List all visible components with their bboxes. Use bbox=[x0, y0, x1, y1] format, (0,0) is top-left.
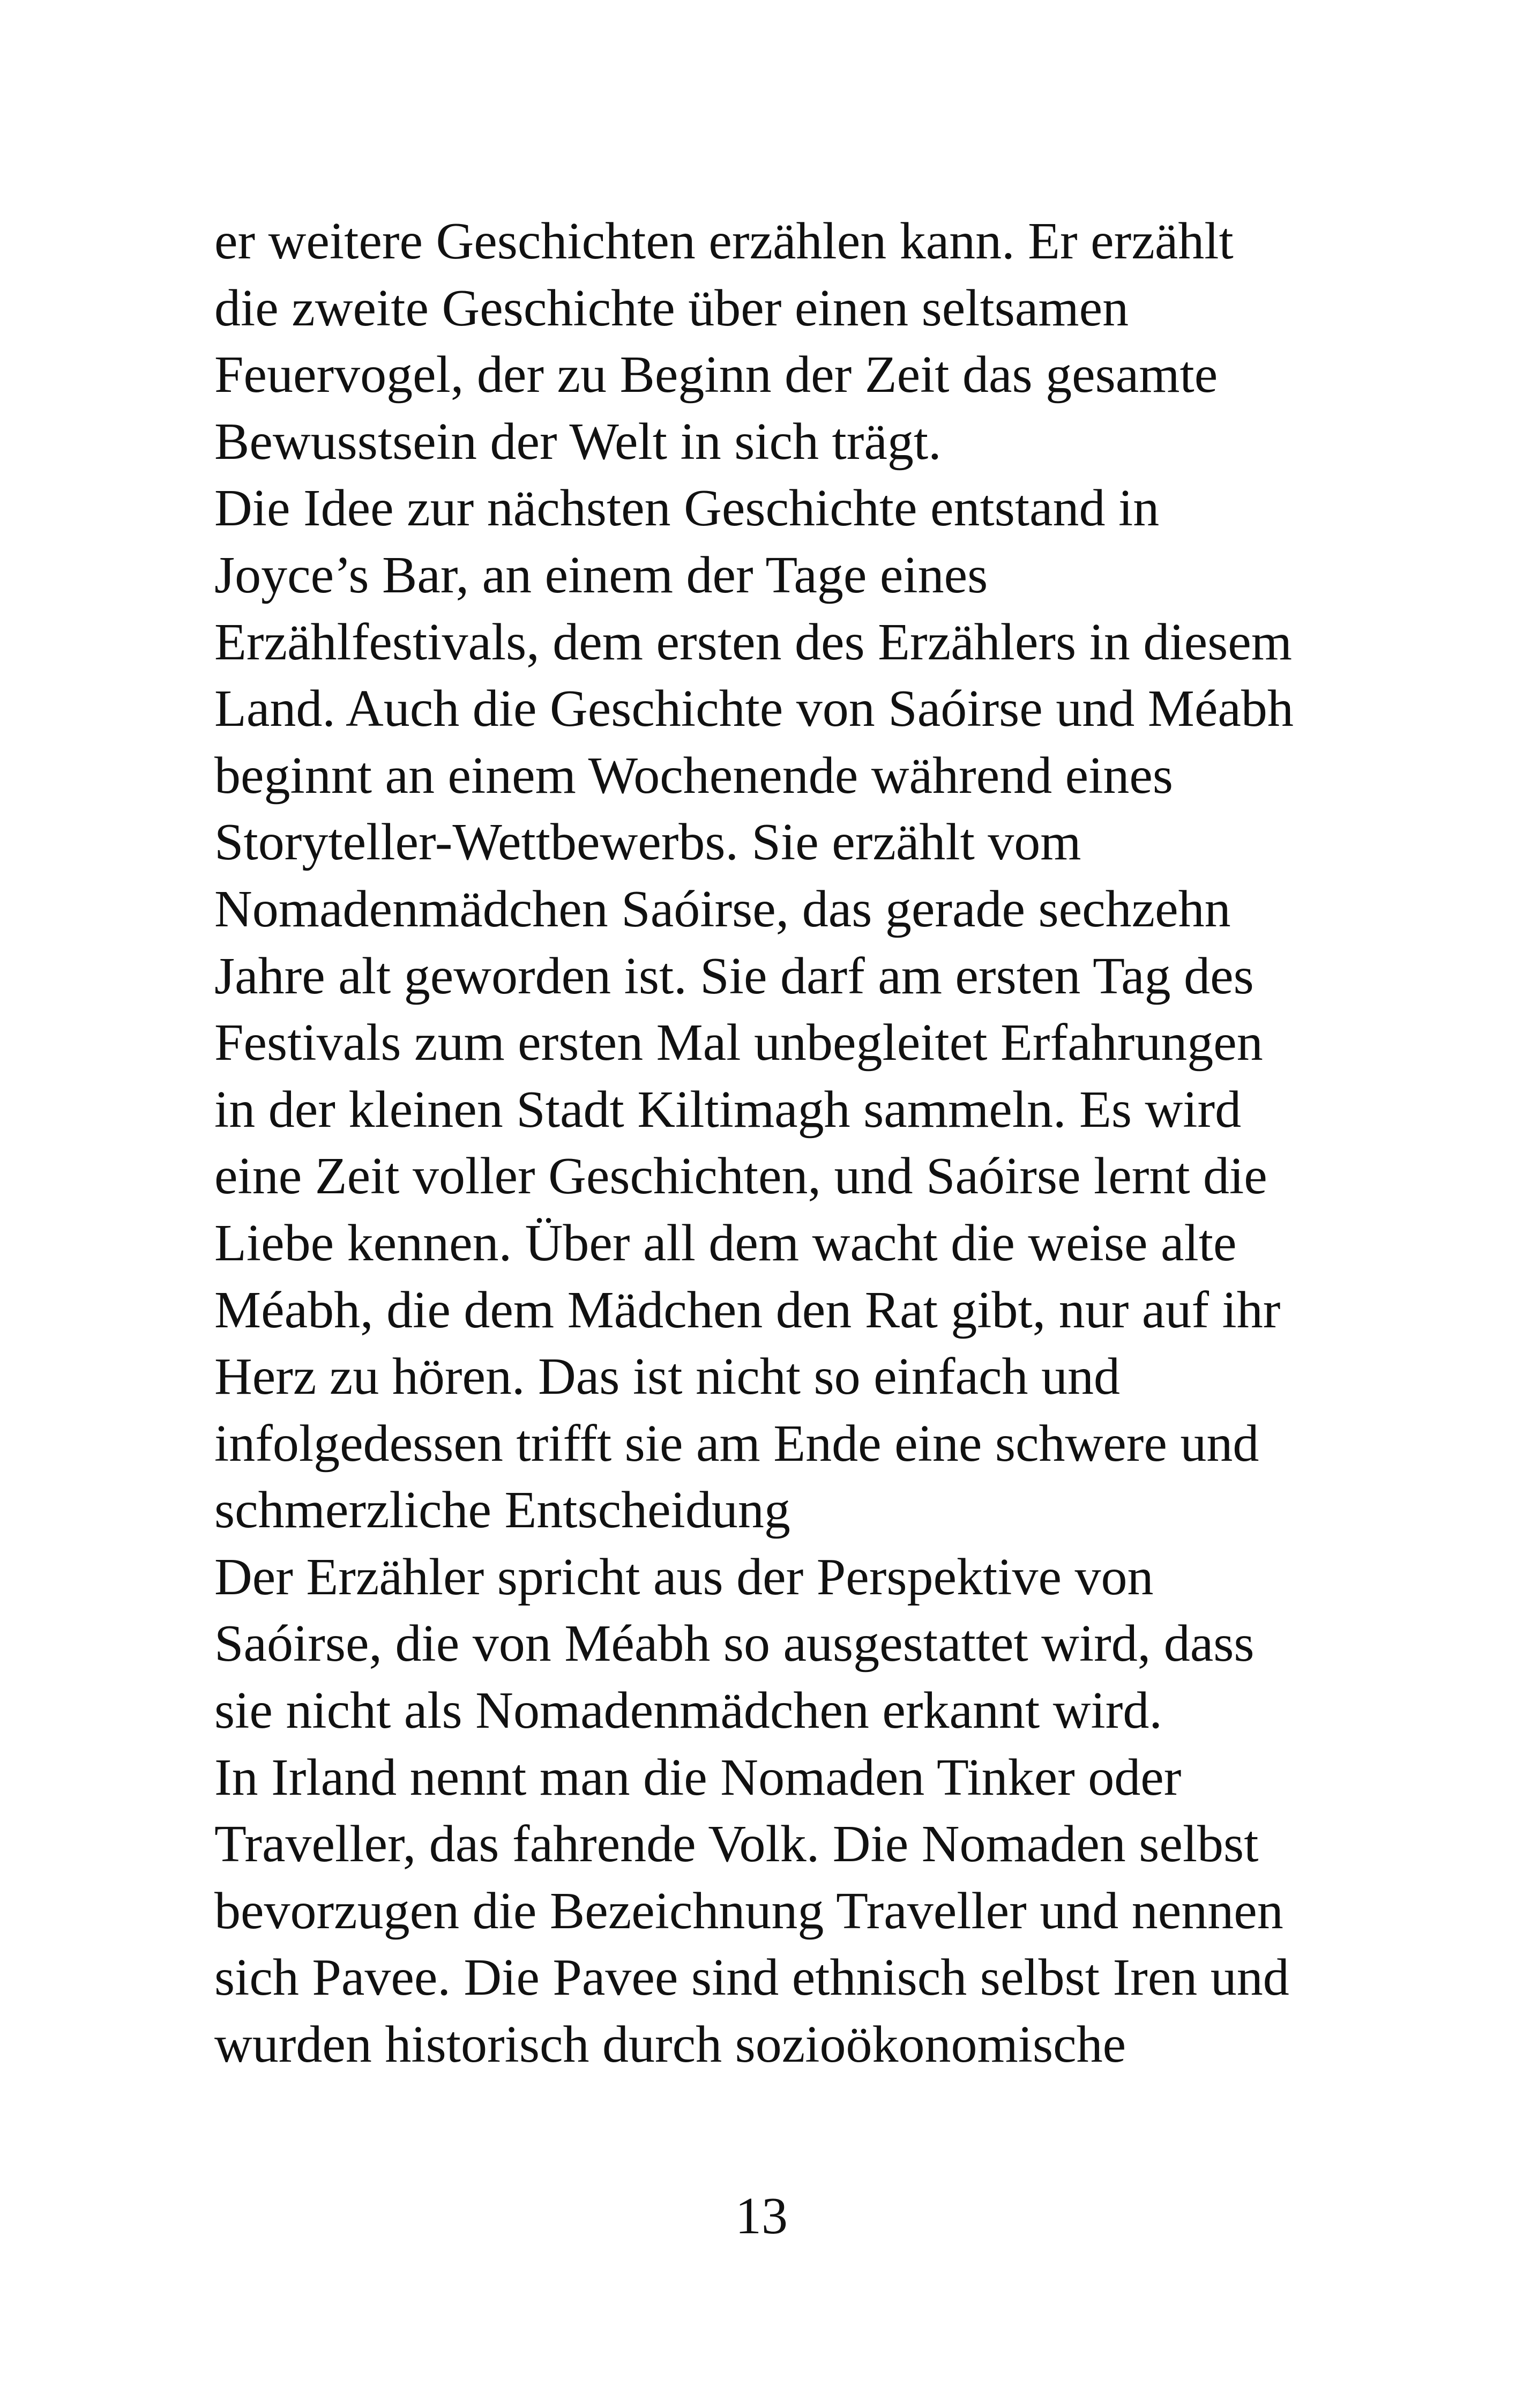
text-line: Storyteller-Wettbewerbs. Sie erzählt vom bbox=[214, 813, 1081, 872]
text-line: Joyce’s Bar, an einem der Tage eines bbox=[214, 546, 988, 604]
text-line: Die Idee zur nächsten Geschichte entstand in bbox=[214, 479, 1160, 538]
text-line: In Irland nennt man die Nomaden Tinker oder bbox=[214, 1748, 1182, 1807]
text-line: Bewusstsein der Welt in sich trägt. bbox=[214, 412, 942, 471]
text-line: die zweite Geschichte über einen seltsamen bbox=[214, 279, 1129, 337]
text-line: Feuervogel, der zu Beginn der Zeit das gesamte bbox=[214, 346, 1218, 404]
text-line: sie nicht als Nomadenmädchen erkannt wird. bbox=[214, 1682, 1162, 1740]
text-line: Traveller, das fahrende Volk. Die Nomaden selbst bbox=[214, 1815, 1259, 1874]
page-number: 13 bbox=[735, 2187, 788, 2245]
text-line: wurden historisch durch sozioökonomische bbox=[214, 2016, 1126, 2074]
text-line: in der kleinen Stadt Kiltimagh sammeln. Es wird bbox=[214, 1080, 1242, 1139]
text-line: schmerzliche Entscheidung bbox=[214, 1481, 790, 1540]
text-line: Herz zu hören. Das ist nicht so einfach und bbox=[214, 1348, 1120, 1406]
text-line: sich Pavee. Die Pavee sind ethnisch selbst Iren und bbox=[214, 1949, 1289, 2007]
text-line: er weitere Geschichten erzählen kann. Er erzählt bbox=[214, 212, 1234, 270]
text-line: beginnt an einem Wochenende während eines bbox=[214, 746, 1174, 805]
text-line: Erzählfestivals, dem ersten des Erzählers in diesem bbox=[214, 613, 1292, 671]
text-line: Saóirse, die von Méabh so ausgestattet wird, dass bbox=[214, 1615, 1255, 1673]
text-line: Land. Auch die Geschichte von Saóirse und Méabh bbox=[214, 680, 1294, 738]
text-line: Nomadenmädchen Saóirse, das gerade sechzehn bbox=[214, 880, 1231, 938]
text-line: Festivals zum ersten Mal unbegleitet Erfahrungen bbox=[214, 1014, 1263, 1072]
text-line: Liebe kennen. Über all dem wacht die weise alte bbox=[214, 1214, 1237, 1272]
text-line: Jahre alt geworden ist. Sie darf am ersten Tag des bbox=[214, 947, 1254, 1005]
text-line: infolgedessen trifft sie am Ende eine schwere und bbox=[214, 1414, 1259, 1473]
body-text bbox=[214, 208, 1383, 2078]
text-line: Méabh, die dem Mädchen den Rat gibt, nur auf ihr bbox=[214, 1281, 1281, 1339]
text-line: bevorzugen die Bezeichnung Traveller und nennen bbox=[214, 1882, 1283, 1940]
text-line: Der Erzähler spricht aus der Perspektive von bbox=[214, 1548, 1154, 1606]
text-line: eine Zeit voller Geschichten, und Saóirse lernt die bbox=[214, 1147, 1267, 1206]
